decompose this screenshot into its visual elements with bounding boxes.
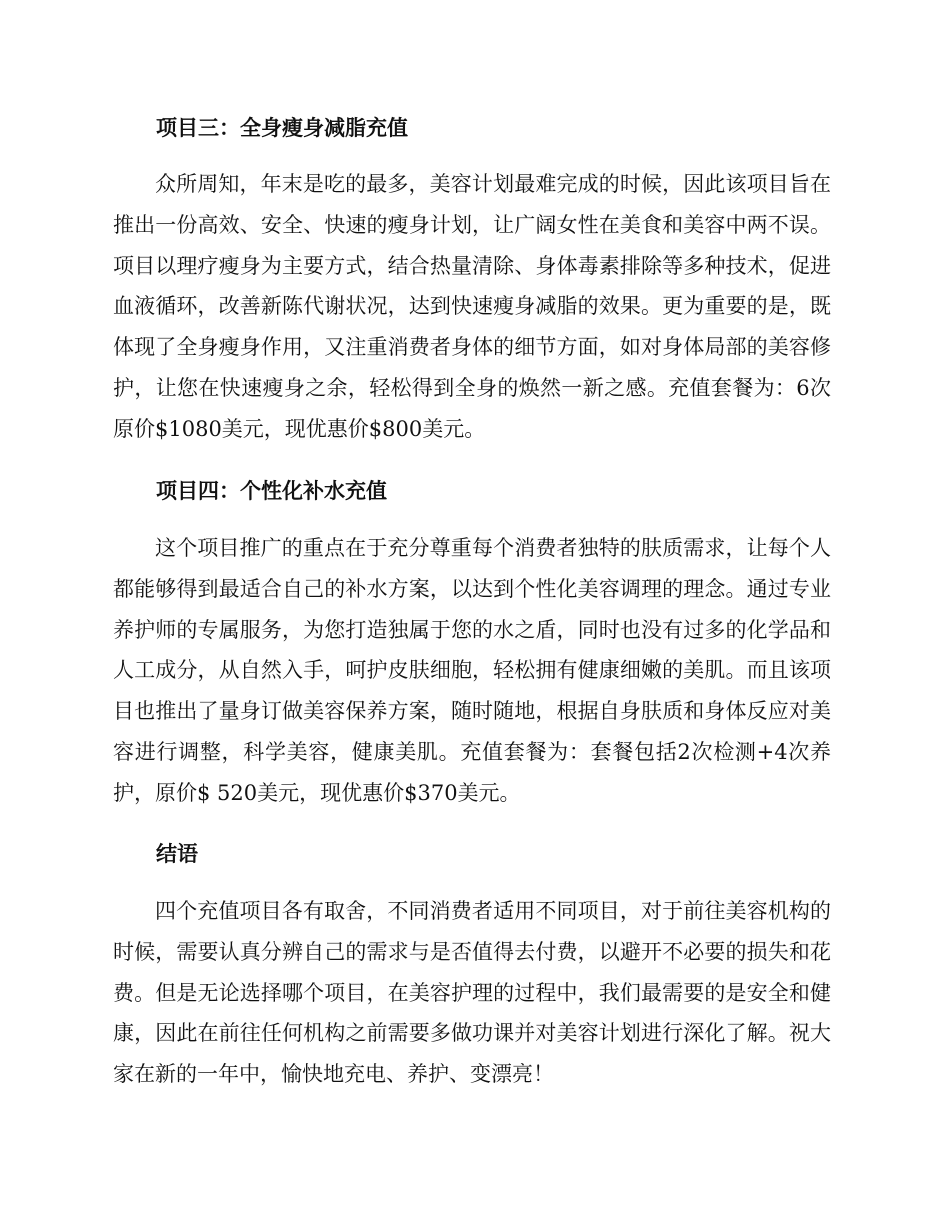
section-heading-project-four: 项目四：个性化补水充值 <box>156 479 387 503</box>
section-body-project-four: 这个项目推广的重点在于充分尊重每个消费者独特的肤质需求，让每个人都能够得到最适合自己的补水方案，以达到个性化美容调理的理念。通过专业养护师的专属服务，为您打造独属于您的水之盾，同时也没有过多的化学品和人工成分，从自然入手，呵护皮肤细胞，轻松拥有健康细嫩的美肌。而且该项目也推出了量身订做美容保养方案，随时随地，根据自身肤质和身体反应对美容进行调整，科学美容，健康美肌。充值套餐为：套餐包括2次检测+4次养护，原价$ 520美元，现优惠价$370美元。 <box>113 536 831 805</box>
section-heading-conclusion: 结语 <box>156 842 198 866</box>
section-heading-project-three: 项目三：全身瘦身减脂充值 <box>156 116 408 140</box>
section-body-conclusion: 四个充值项目各有取舍，不同消费者适用不同项目，对于前往美容机构的时候，需要认真分辨自己的需求与是否值得去付费，以避开不必要的损失和花费。但是无论选择哪个项目，在美容护理的过程中，我们最需要的是安全和健康，因此在前往任何机构之前需要多做功课并对美容计划进行深化了解。祝大家在新的一年中，愉快地充电、养护、变漂亮！ <box>113 899 831 1087</box>
section-body-project-three: 众所周知，年末是吃的最多，美容计划最难完成的时候，因此该项目旨在推出一份高效、安全、快速的瘦身计划，让广阔女性在美食和美容中两不误。项目以理疗瘦身为主要方式，结合热量清除、身体毒素排除等多种技术，促进血液循环，改善新陈代谢状况，达到快速瘦身减脂的效果。更为重要的是，既体现了全身瘦身作用，又注重消费者身体的细节方面，如对身体局部的美容修护，让您在快速瘦身之余，轻松得到全身的焕然一新之感。充值套餐为：6次原价$1080美元，现优惠价$800美元。 <box>113 172 831 441</box>
